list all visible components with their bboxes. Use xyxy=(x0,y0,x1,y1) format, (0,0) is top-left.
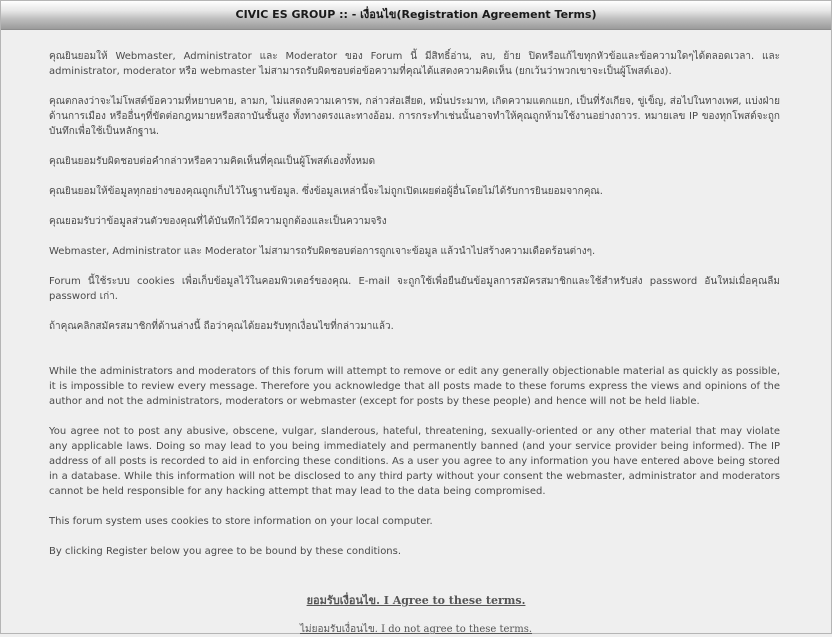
english-term-4: By clicking Register below you agree to be bound by these conditions. xyxy=(49,546,402,557)
agree-link[interactable]: ยอมรับเงื่อนไข. I Agree to these terms. xyxy=(306,594,526,607)
disagree-link[interactable]: ไม่ยอมรับเงื่อนไข. I do not agree to these terms. xyxy=(299,624,533,635)
disagree-link-row xyxy=(1,622,831,637)
thai-term-5: คุณยอมรับว่าข้อมูลส่วนตัวของคุณที่ได้บันทึกไว้มีความถูกต้องและเป็นความจริง xyxy=(49,216,387,227)
thai-term-4: คุณยินยอมให้ข้อมูลทุกอย่างของคุณถูกเก็บไว้ในฐานข้อมูล. ซึ่งข้อมูลเหล่านี้จะไม่ถูกเปิดเผยต่อผู้อื่นโดยไม่ได้รับการยินยอมจากคุณ. xyxy=(49,186,603,197)
thai-term-1: คุณยินยอมให้ Webmaster, Administrator และ Moderator ของ Forum นี้ มีสิทธิ์อ่าน, ลบ, ย้าย ปิดหรือแก้ไขทุกหัวข้อและข้อความใดๆได้ตลอดเวลา. และ administrator, moderator หรือ webmaster ไม่สามารถรับผิดชอบต่อข้อความที่คุณได้แสดงความคิดเห็น (ยกเว้นว่าพวกเขาจะเป็นผู้โพสต์เอง). xyxy=(49,51,780,77)
thai-term-3: คุณยินยอมรับผิดชอบต่อคำกล่าวหรือความคิดเห็นที่คุณเป็นผู้โพสต์เองทั้งหมด xyxy=(49,156,376,167)
english-term-2: You agree not to post any abusive, obscene, vulgar, slanderous, hateful, threatening, sexually-oriented or any other material that may violate any applicable laws. Doing so may lead to you being immediately and permanently banned (and your service provider being informed). The IP address of all posts is recorded to aid in enforcing these conditions. As a user you agree to any information you have entered above being stored in a database. While this information will not be disclosed to any third party without your consent the webmaster, administrator and moderators cannot be held responsible for any hacking attempt that may lead to the data being compromised. xyxy=(49,426,780,497)
thai-term-8: ถ้าคุณคลิกสมัครสมาชิกที่ด้านล่างนี้ ถือว่าคุณได้ยอมรับทุกเงื่อนไขที่กล่าวมาแล้ว. xyxy=(49,321,394,332)
terms-body xyxy=(49,49,780,574)
thai-term-2: คุณตกลงว่าจะไม่โพสต์ข้อความที่หยาบคาย, ลามก, ไม่แสดงความเคารพ, กล่าวส่อเสียด, หมิ่นประมาท, เกิดความแตกแยก, เป็นที่รังเกียจ, ขู่เข็ญ, ส่อไปในทางเพศ, แบ่งฝ่ายด้านการเมือง หรืออื่นๆที่ขัดต่อกฎหมายหรือสถาบันชั้นสูง ทั้งทางตรงและทางอ้อม. การกระทำเช่นนั้นอาจทำให้คุณถูกห้ามใช้งานอย่างถาวร. หมายเลข IP ของทุกโพสต์จะถูกบันทึกเพื่อใช้เป็นหลักฐาน. xyxy=(49,96,780,137)
english-term-3: This forum system uses cookies to store information on your local computer. xyxy=(49,516,433,527)
thai-term-7: Forum นี้ใช้ระบบ cookies เพื่อเก็บข้อมูลไว้ในคอมพิวเตอร์ของคุณ. E-mail จะถูกใช้เพื่อยืนยันข้อมูลการสมัครสมาชิกและใช้สำหรับส่ง password อันใหม่เมื่อคุณลืม password เก่า. xyxy=(49,276,780,302)
page-title: CIVIC ES GROUP :: - เงื่อนไข(Registration Agreement Terms) xyxy=(1,1,831,30)
thai-term-6: Webmaster, Administrator และ Moderator ไม่สามารถรับผิดชอบต่อการถูกเจาะข้อมูล แล้วนำไปสร้างความเดือดร้อนต่างๆ. xyxy=(49,246,596,257)
agree-link-row xyxy=(1,591,831,609)
english-term-1: While the administrators and moderators of this forum will attempt to remove or edit any generally objectionable material as quickly as possible, it is impossible to review every message. Therefore you acknowledge that all posts made to these forums express the views and opinions of the author and not the administrators, moderators or webmaster (except for posts by these people) and hence will not be held liable. xyxy=(49,366,780,407)
